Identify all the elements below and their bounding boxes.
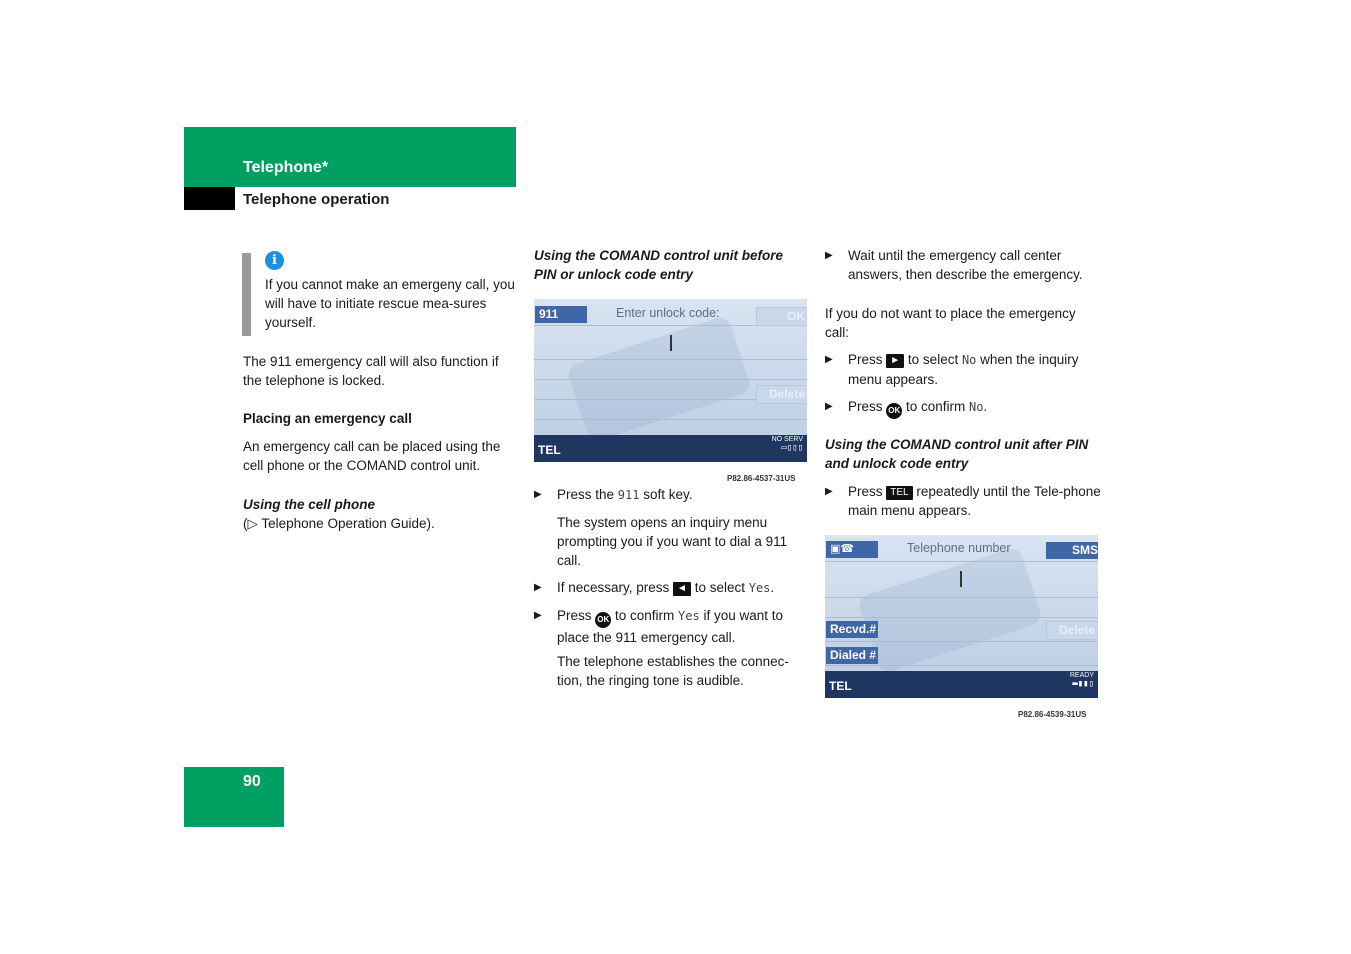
signal-icon: ▬▮▮▯	[1072, 679, 1094, 689]
page-number: 90	[243, 773, 261, 790]
text-cursor	[960, 571, 962, 587]
ok-key-icon: OK	[595, 612, 611, 628]
status-bar	[825, 671, 1098, 698]
screen-title: Telephone number	[907, 541, 1011, 555]
heading-after-pin: Using the COMAND control unit after PIN and unlock code entry	[825, 437, 1089, 471]
screen-title: Enter unlock code:	[616, 306, 720, 320]
status-tel: TEL	[829, 679, 852, 693]
text-cursor	[670, 335, 672, 351]
paragraph-connection: The telephone establishes the connec-tion, the ringing tone is audible.	[557, 654, 789, 688]
figure-caption: P82.86-4539-31US	[1018, 710, 1087, 719]
status-tel: TEL	[538, 443, 561, 457]
right-arrow-key-icon: ►	[886, 354, 904, 368]
delete-button[interactable]: Delete	[1046, 621, 1098, 640]
subheading-cell-phone: Using the cell phone	[243, 497, 376, 512]
paragraph-no-call: If you do not want to place the emergency call:	[825, 306, 1076, 340]
info-icon: i	[265, 251, 284, 270]
bullet-arrow-icon: ▶	[825, 486, 833, 497]
signal-icon: ▭▯▯▯	[781, 443, 803, 453]
left-arrow-key-icon: ◄	[673, 582, 691, 596]
heading-emergency-call: Placing an emergency call	[243, 411, 412, 426]
heading-before-pin: Using the COMAND control unit before PIN or unlock code entry	[534, 248, 783, 282]
dialed-calls-button[interactable]: Dialed #	[826, 647, 878, 664]
bullet-arrow-icon: ▶	[534, 610, 542, 621]
figure-caption: P82.86-4537-31US	[727, 474, 796, 483]
bullet-arrow-icon: ▶	[825, 401, 833, 412]
header-marker	[184, 187, 235, 210]
ok-key-icon: OK	[886, 403, 902, 419]
delete-button[interactable]: Delete	[756, 385, 807, 404]
phonebook-icon[interactable]: ▣☎	[826, 541, 878, 558]
sms-button[interactable]: SMS	[1046, 542, 1098, 559]
unlock-code-screen	[534, 299, 807, 462]
tel-key-icon: TEL	[886, 486, 912, 500]
telephone-main-menu-screen	[825, 535, 1098, 698]
bullet-arrow-icon: ▶	[534, 489, 542, 500]
received-calls-button[interactable]: Recvd.#	[826, 621, 878, 638]
soft-key-911[interactable]: 911	[535, 306, 587, 323]
bullet-arrow-icon: ▶	[825, 354, 833, 365]
reference-link[interactable]: (▷ Telephone Operation Guide).	[243, 516, 435, 531]
header-band	[184, 127, 516, 187]
paragraph-inquiry-menu: The system opens an inquiry menu prompting you if you want to dial a 911 call.	[557, 515, 788, 568]
paragraph-locked: The 911 emergency call will also function if the telephone is locked.	[243, 354, 499, 388]
page-number-box	[184, 767, 284, 827]
status-ready	[1070, 671, 1094, 689]
info-text: If you cannot make an emergeny call, you will have to initiate rescue mea-sures yourself.	[265, 277, 515, 330]
status-text: READY	[1069, 672, 1094, 679]
info-box-bar	[242, 253, 251, 336]
bullet-arrow-icon: ▶	[534, 582, 542, 593]
section-title: Telephone*	[243, 159, 329, 176]
phone-background-image	[857, 546, 1043, 675]
subsection-title: Telephone operation	[243, 191, 390, 208]
status-bar	[534, 435, 807, 462]
paragraph-emergency-call: An emergency call can be placed using the cell phone or the COMAND control unit.	[243, 439, 501, 473]
ok-button[interactable]: OK	[756, 307, 807, 326]
status-no-service	[772, 435, 803, 453]
bullet-arrow-icon: ▶	[825, 250, 833, 261]
status-text: NO SERV	[771, 436, 803, 443]
